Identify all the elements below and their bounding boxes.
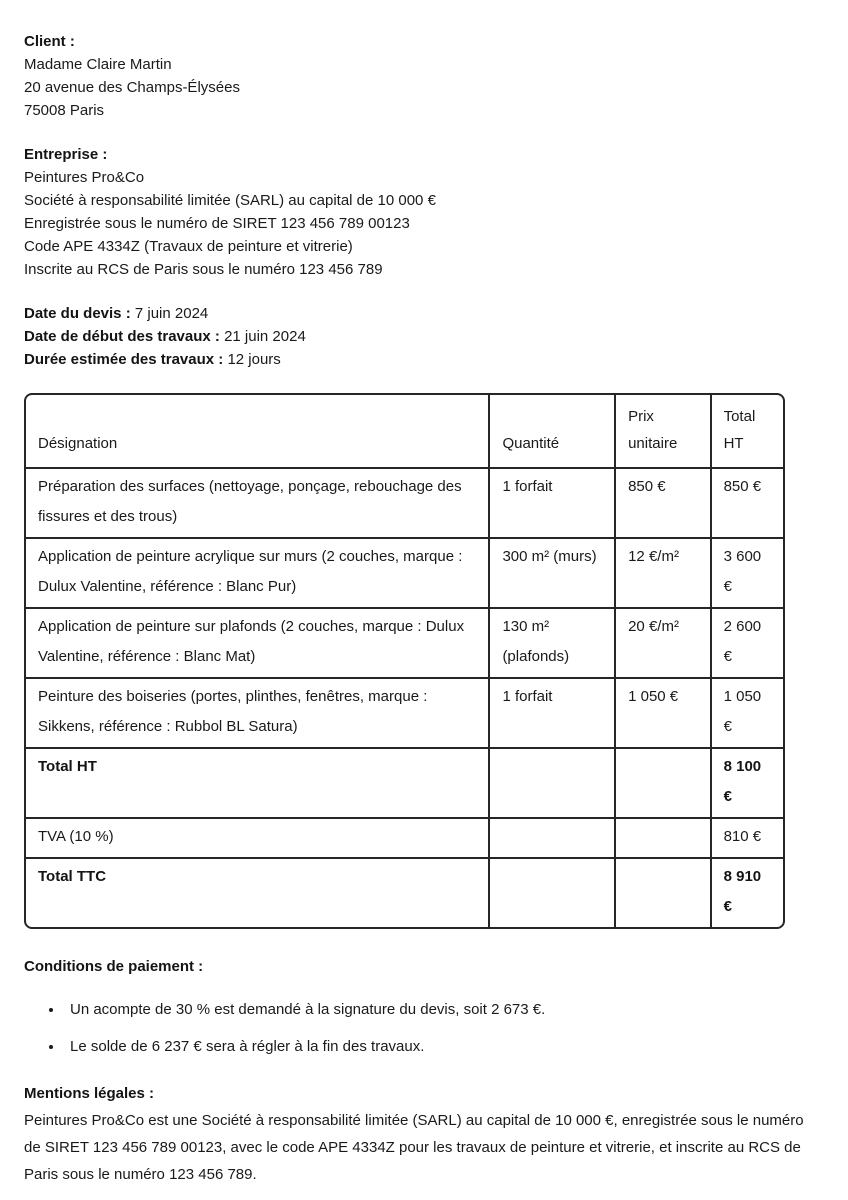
payment-section xyxy=(24,955,824,1058)
table-row xyxy=(26,678,783,748)
entreprise-ape: Code APE 4334Z (Travaux de peinture et vitrerie) xyxy=(24,238,353,255)
summary-label-tva: TVA (10 %) xyxy=(26,818,489,858)
entreprise-section xyxy=(24,143,824,281)
legal-heading: Mentions légales : xyxy=(24,1085,155,1102)
col-header-prix-unitaire: Prix unitaire xyxy=(615,395,711,468)
summary-value-total-ttc: 8 910 € xyxy=(711,858,783,927)
empty-cell xyxy=(615,818,711,858)
date-debut-label: Date de début des travaux : xyxy=(24,328,220,345)
entreprise-heading: Entreprise : xyxy=(24,146,108,163)
date-debut-line xyxy=(24,325,824,348)
cell-quantite: 1 forfait xyxy=(489,468,615,538)
cell-total-ht: 1 050 € xyxy=(711,678,783,748)
summary-value-tva: 810 € xyxy=(711,818,783,858)
payment-heading: Conditions de paiement : xyxy=(24,958,204,975)
empty-cell xyxy=(615,858,711,927)
payment-list xyxy=(24,998,824,1058)
date-devis-line xyxy=(24,302,824,325)
devis-table xyxy=(26,395,783,927)
client-heading: Client : xyxy=(24,33,75,50)
summary-row-total-ht xyxy=(26,748,783,818)
cell-total-ht: 850 € xyxy=(711,468,783,538)
cell-quantite: 300 m² (murs) xyxy=(489,538,615,608)
empty-cell xyxy=(615,748,711,818)
table-row xyxy=(26,608,783,678)
cell-designation: Application de peinture acrylique sur murs (2 couches, marque : Dulux Valentine, référence : Blanc Pur) xyxy=(26,538,489,608)
payment-item-solde: • Le solde de 6 237 € sera à régler à la fin des travaux. xyxy=(64,1035,824,1058)
entreprise-siret: Enregistrée sous le numéro de SIRET 123 456 789 00123 xyxy=(24,215,410,232)
table-header-row xyxy=(26,395,783,468)
client-address-line2: 75008 Paris xyxy=(24,102,105,119)
cell-total-ht: 2 600 € xyxy=(711,608,783,678)
empty-cell xyxy=(489,748,615,818)
client-address-line1: 20 avenue des Champs-Élysées xyxy=(24,79,240,96)
entreprise-rcs: Inscrite au RCS de Paris sous le numéro 123 456 789 xyxy=(24,261,383,278)
client-name: Madame Claire Martin xyxy=(24,56,172,73)
duree-label: Durée estimée des travaux : xyxy=(24,351,224,368)
summary-value-total-ht: 8 100 € xyxy=(711,748,783,818)
payment-item-acompte: • Un acompte de 30 % est demandé à la signature du devis, soit 2 673 €. xyxy=(64,998,824,1021)
legal-text: Peintures Pro&Co est une Société à responsabilité limitée (SARL) au capital de 10 000 €, enregistrée sous le numéro de SIRET 123 456 789 00123, avec le code APE 4334Z pour les travaux de peinture et vitrerie, et inscrite au RCS de Paris sous le numéro 123 456 789. xyxy=(24,1112,804,1183)
duree-line xyxy=(24,348,824,371)
summary-label-total-ttc: Total TTC xyxy=(26,858,489,927)
summary-row-tva xyxy=(26,818,783,858)
cell-designation: Préparation des surfaces (nettoyage, ponçage, rebouchage des fissures et des trous) xyxy=(26,468,489,538)
cell-designation: Application de peinture sur plafonds (2 couches, marque : Dulux Valentine, référence : Blanc Mat) xyxy=(26,608,489,678)
cell-quantite: 1 forfait xyxy=(489,678,615,748)
summary-row-total-ttc xyxy=(26,858,783,927)
duree-value: 12 jours xyxy=(227,351,281,368)
col-header-designation: Désignation xyxy=(26,395,489,468)
cell-designation: Peinture des boiseries (portes, plinthes, fenêtres, marque : Sikkens, référence : Rubbol BL Satura) xyxy=(26,678,489,748)
table-row xyxy=(26,468,783,538)
devis-table-container xyxy=(24,393,785,929)
date-devis-value: 7 juin 2024 xyxy=(134,305,209,322)
dates-section xyxy=(24,302,824,371)
cell-total-ht: 3 600 € xyxy=(711,538,783,608)
table-row xyxy=(26,538,783,608)
entreprise-legal-form: Société à responsabilité limitée (SARL) au capital de 10 000 € xyxy=(24,192,436,209)
col-header-quantite: Quantité xyxy=(489,395,615,468)
date-devis-label: Date du devis : xyxy=(24,305,131,322)
cell-quantite: 130 m² (plafonds) xyxy=(489,608,615,678)
cell-prix-unitaire: 20 €/m² xyxy=(615,608,711,678)
cell-prix-unitaire: 1 050 € xyxy=(615,678,711,748)
empty-cell xyxy=(489,858,615,927)
cell-prix-unitaire: 12 €/m² xyxy=(615,538,711,608)
empty-cell xyxy=(489,818,615,858)
summary-label-total-ht: Total HT xyxy=(26,748,489,818)
col-header-total-ht: Total HT xyxy=(711,395,783,468)
entreprise-name: Peintures Pro&Co xyxy=(24,169,145,186)
cell-prix-unitaire: 850 € xyxy=(615,468,711,538)
legal-section xyxy=(24,1082,824,1188)
client-section xyxy=(24,30,824,122)
date-debut-value: 21 juin 2024 xyxy=(224,328,306,345)
